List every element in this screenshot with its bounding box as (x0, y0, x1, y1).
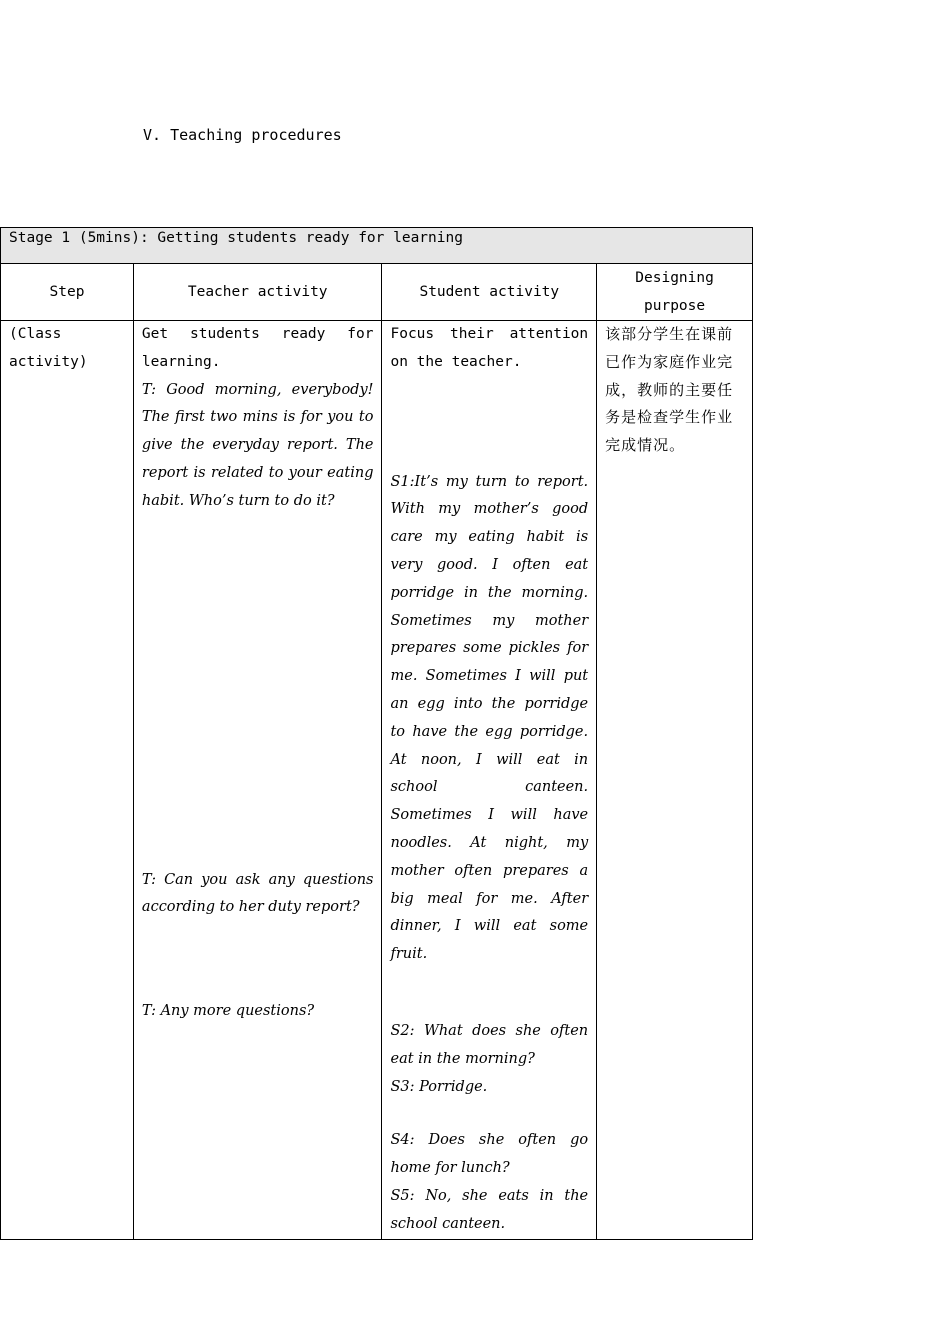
header-row (1, 264, 753, 321)
teacher-intro: Get students ready for learning. (141, 326, 374, 370)
student-line-s3: S3: Porridge. (390, 1078, 488, 1095)
student-activity-cell (382, 321, 597, 1240)
teacher-line-2: T: Can you ask any questions according to her duty report? (141, 871, 374, 916)
step-text: (Class activity) (9, 326, 88, 370)
step-cell (1, 321, 134, 1240)
teaching-procedures-table (0, 227, 753, 1240)
header-step: Step (1, 264, 134, 321)
header-designing-purpose (597, 264, 753, 321)
student-line-s4: S4: Does she often go home for lunch? (390, 1132, 589, 1177)
student-line-s1: S1:It’s my turn to report. With my mother’s good care my eating habit is very good. I often eat porridge in the morning. Sometimes my mother prepares some pickles for me. Sometimes I will put an egg into the porridge to have the egg porridge. At noon, I will eat in school canteen. Sometimes I will have noodles. At night, my mother often prepares a big meal for me. After dinner, I will eat some fruit. (390, 473, 589, 963)
student-intro: Focus their attention on the teacher. (390, 326, 589, 370)
header-student-activity: Student activity (382, 264, 597, 321)
designing-purpose-cell (597, 321, 753, 1240)
section-heading: V. Teaching procedures (143, 126, 342, 144)
stage-row (1, 228, 753, 264)
student-line-s2: S2: What does she often eat in the morning? (390, 1022, 589, 1067)
header-designing-purpose-label: Designing purpose (635, 270, 714, 314)
header-teacher-activity: Teacher activity (133, 264, 382, 321)
stage-title: Stage 1 (5mins): Getting students ready for learning (1, 228, 753, 264)
table-row (1, 321, 753, 1240)
teacher-activity-cell (133, 321, 382, 1240)
teacher-line-3: T: Any more questions? (141, 1003, 315, 1020)
student-line-s5: S5: No, she eats in the school canteen. (390, 1187, 589, 1232)
teacher-line-1: T: Good morning, everybody! The first two mins is for you to give the everyday report. The report is related to your eating habit. Who’s turn to do it? (141, 381, 374, 509)
purpose-text: 该部分学生在课前已作为家庭作业完成，教师的主要任务是检查学生作业完成情况。 (605, 325, 734, 455)
